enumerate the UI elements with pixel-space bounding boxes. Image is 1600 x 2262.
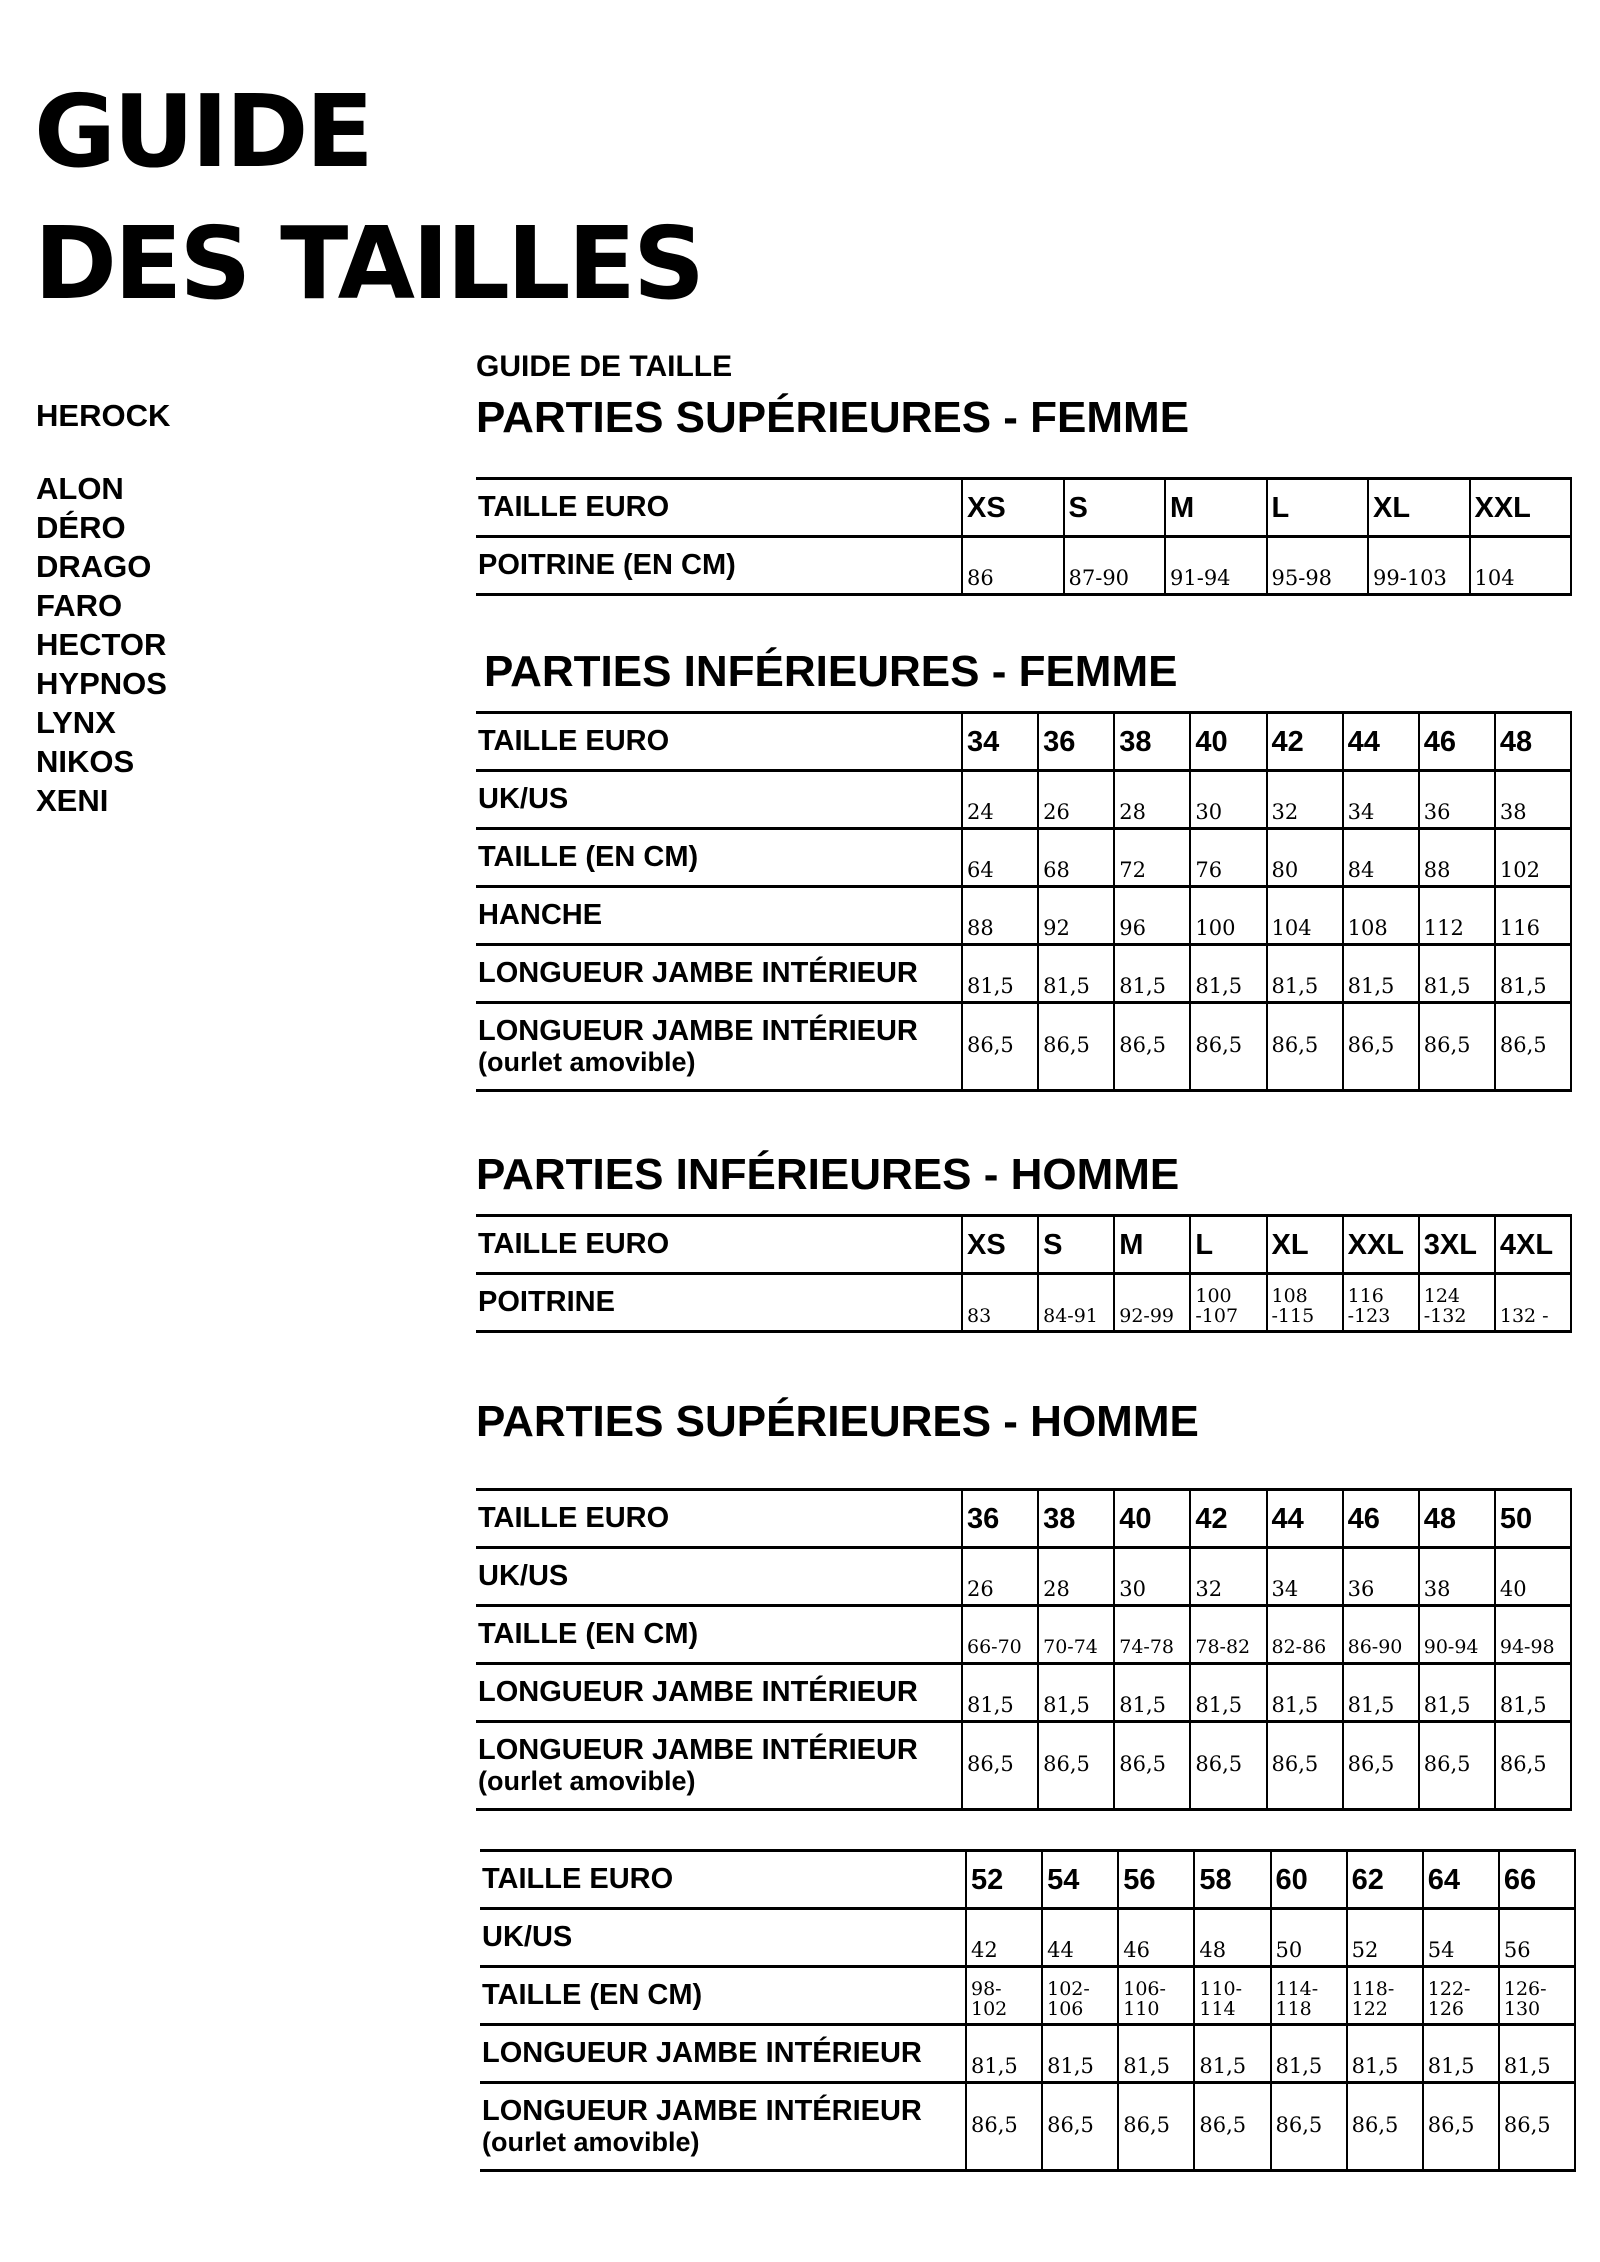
table-cell: 102- 106: [1042, 1967, 1118, 2025]
table-cell: 86,5: [1423, 2083, 1499, 2171]
table-row: [476, 1548, 1571, 1606]
table-cell: 44: [1267, 1490, 1343, 1548]
page-title-line1: GUIDE: [34, 73, 371, 190]
table-cell: 86,5: [1267, 1722, 1343, 1810]
table-cell: S: [1038, 1216, 1114, 1274]
table-cell: 81,5: [1042, 2025, 1118, 2083]
table-cell: 86,5: [1114, 1722, 1190, 1810]
table-row: [476, 713, 1571, 771]
section-title-inf-homme: PARTIES INFÉRIEURES - HOMME: [476, 1150, 1180, 1199]
table-cell: 76: [1190, 829, 1266, 887]
table-cell: 88: [962, 887, 1038, 945]
table-cell: 86-90: [1343, 1606, 1419, 1664]
table-cell: 60: [1271, 1851, 1347, 1909]
table-cell: 126- 130: [1499, 1967, 1575, 2025]
table-cell: 81,5: [1190, 1664, 1266, 1722]
table-cell: 42: [1267, 713, 1343, 771]
table-cell: 102: [1495, 829, 1571, 887]
table-cell: 81,5: [1423, 2025, 1499, 2083]
table-row: [476, 1003, 1571, 1091]
brand-item-xeni: XENI: [36, 783, 109, 818]
table-cell: 42: [966, 1909, 1042, 1967]
table-cell: 48: [1495, 713, 1571, 771]
table-cell: 81,5: [962, 945, 1038, 1003]
table-cell: 92-99: [1114, 1274, 1190, 1332]
table-cell: 80: [1267, 829, 1343, 887]
brand-item-alon: ALON: [36, 471, 124, 506]
table-cell: 86,5: [1271, 2083, 1347, 2171]
table-cell: 38: [1038, 1490, 1114, 1548]
table-cell: 68: [1038, 829, 1114, 887]
table-cell: 86,5: [1495, 1722, 1571, 1810]
table-row: [480, 2025, 1575, 2083]
table-cell: 81,5: [1343, 1664, 1419, 1722]
row-label-main: LONGUEUR JAMBE INTÉRIEUR: [478, 1733, 918, 1766]
table-cell: 36: [1038, 713, 1114, 771]
table-cell: 30: [1114, 1548, 1190, 1606]
table-cell: 106- 110: [1118, 1967, 1194, 2025]
table-cell: 64: [962, 829, 1038, 887]
table-cell: 81,5: [1194, 2025, 1270, 2083]
table-row: [476, 1274, 1571, 1332]
guide-label: GUIDE DE TAILLE: [476, 350, 733, 383]
table-cell: 112: [1419, 887, 1495, 945]
table-cell: 81,5: [966, 2025, 1042, 2083]
table-row: [476, 1490, 1571, 1548]
table-cell: 24: [962, 771, 1038, 829]
table-cell: 86,5: [1419, 1722, 1495, 1810]
table-cell: 46: [1118, 1909, 1194, 1967]
table-row: [476, 537, 1571, 595]
row-sublabel: (ourlet amovible): [478, 1046, 696, 1077]
table-cell: 81,5: [1495, 945, 1571, 1003]
table-cell: 96: [1114, 887, 1190, 945]
table-cell: 42: [1190, 1490, 1266, 1548]
table-cell: 54: [1423, 1909, 1499, 1967]
table-cell: 86,5: [1114, 1003, 1190, 1091]
table-cell: 48: [1419, 1490, 1495, 1548]
table-cell: 40: [1114, 1490, 1190, 1548]
size-table-inf-femme: [476, 711, 1572, 1092]
table-cell: 81,5: [1343, 945, 1419, 1003]
table-cell: 40: [1190, 713, 1266, 771]
section-title-sup-homme: PARTIES SUPÉRIEURES - HOMME: [476, 1397, 1199, 1446]
table-cell: 86,5: [1343, 1003, 1419, 1091]
table-cell: 86,5: [1190, 1722, 1266, 1810]
table-cell: 94-98: [1495, 1606, 1571, 1664]
table-cell: 74-78: [1114, 1606, 1190, 1664]
table-cell: 86,5: [1347, 2083, 1423, 2171]
brand-item-hypnos: HYPNOS: [36, 666, 167, 701]
table-cell: 98- 102: [966, 1967, 1042, 2025]
size-table-sup-homme: [476, 1488, 1572, 1811]
table-cell: 86,5: [966, 2083, 1042, 2171]
table-cell: 124 -132: [1419, 1274, 1495, 1332]
row-label: TAILLE (EN CM): [480, 1967, 966, 2025]
table-cell: L: [1190, 1216, 1266, 1274]
table-cell: 86,5: [1343, 1722, 1419, 1810]
table-cell: 34: [1343, 771, 1419, 829]
table-cell: 46: [1343, 1490, 1419, 1548]
row-label: LONGUEUR JAMBE INTÉRIEUR: [476, 1664, 962, 1722]
table-row: [480, 1967, 1575, 2025]
table-cell: 86,5: [1495, 1003, 1571, 1091]
table-row: [476, 1664, 1571, 1722]
table-cell: 86,5: [1038, 1003, 1114, 1091]
table-cell: 44: [1343, 713, 1419, 771]
table-cell: 48: [1194, 1909, 1270, 1967]
row-sublabel: (ourlet amovible): [478, 1765, 696, 1796]
brand-heading: HEROCK: [36, 398, 171, 433]
table-cell: M: [1165, 479, 1267, 537]
table-cell: 116 -123: [1343, 1274, 1419, 1332]
table-cell: XL: [1267, 1216, 1343, 1274]
table-cell: 100: [1190, 887, 1266, 945]
row-label: UK/US: [476, 1548, 962, 1606]
size-table-sup-homme-2: [480, 1849, 1576, 2172]
table-cell: 81,5: [1419, 945, 1495, 1003]
size-table-sup-femme: [476, 477, 1572, 596]
table-cell: 44: [1042, 1909, 1118, 1967]
section-title-sup-femme: PARTIES SUPÉRIEURES - FEMME: [476, 393, 1190, 442]
table-cell: 66-70: [962, 1606, 1038, 1664]
table-cell: 84: [1343, 829, 1419, 887]
section-title-inf-femme: PARTIES INFÉRIEURES - FEMME: [484, 647, 1178, 696]
table-cell: 56: [1118, 1851, 1194, 1909]
table-cell: 81,5: [1419, 1664, 1495, 1722]
table-cell: 86,5: [962, 1722, 1038, 1810]
table-cell: XL: [1368, 479, 1470, 537]
table-cell: 34: [1267, 1548, 1343, 1606]
row-sublabel: (ourlet amovible): [482, 2126, 700, 2157]
table-cell: 52: [966, 1851, 1042, 1909]
table-cell: 38: [1419, 1548, 1495, 1606]
table-cell: 62: [1347, 1851, 1423, 1909]
table-cell: 116: [1495, 887, 1571, 945]
table-row: [476, 1216, 1571, 1274]
table-cell: 30: [1190, 771, 1266, 829]
table-cell: S: [1064, 479, 1166, 537]
table-cell: 86,5: [1499, 2083, 1575, 2171]
brand-item-hector: HECTOR: [36, 627, 167, 662]
table-cell: 28: [1114, 771, 1190, 829]
table-cell: 86,5: [1042, 2083, 1118, 2171]
table-cell: 92: [1038, 887, 1114, 945]
row-label: LONGUEUR JAMBE INTÉRIEUR: [480, 2025, 966, 2083]
table-cell: 52: [1347, 1909, 1423, 1967]
table-cell: 26: [962, 1548, 1038, 1606]
table-cell: 72: [1114, 829, 1190, 887]
table-cell: 81,5: [1190, 945, 1266, 1003]
table-cell: 50: [1495, 1490, 1571, 1548]
table-cell: M: [1114, 1216, 1190, 1274]
table-cell: XXL: [1343, 1216, 1419, 1274]
table-cell: 99-103: [1368, 537, 1470, 595]
brand-item-dero: DÉRO: [36, 510, 126, 545]
table-row: [476, 829, 1571, 887]
row-label: [476, 1722, 962, 1810]
table-cell: 122- 126: [1423, 1967, 1499, 2025]
row-label: POITRINE: [476, 1274, 962, 1332]
table-cell: XS: [962, 1216, 1038, 1274]
table-cell: 83: [962, 1274, 1038, 1332]
table-cell: 54: [1042, 1851, 1118, 1909]
table-cell: 32: [1267, 771, 1343, 829]
row-label: [480, 2083, 966, 2171]
table-row: [476, 1606, 1571, 1664]
table-cell: 46: [1419, 713, 1495, 771]
table-cell: 4XL: [1495, 1216, 1571, 1274]
table-cell: 58: [1194, 1851, 1270, 1909]
table-cell: 36: [1343, 1548, 1419, 1606]
row-label: TAILLE EURO: [476, 479, 962, 537]
table-cell: 81,5: [962, 1664, 1038, 1722]
table-cell: 81,5: [1038, 945, 1114, 1003]
brand-item-faro: FARO: [36, 588, 123, 623]
row-label: TAILLE EURO: [476, 1216, 962, 1274]
table-row: [476, 1722, 1571, 1810]
table-cell: 86,5: [1419, 1003, 1495, 1091]
table-cell: 88: [1419, 829, 1495, 887]
row-label: UK/US: [480, 1909, 966, 1967]
page-title-line2: DES TAILLES: [34, 205, 702, 322]
table-cell: 86,5: [1038, 1722, 1114, 1810]
table-cell: 87-90: [1064, 537, 1166, 595]
table-cell: XXL: [1470, 479, 1572, 537]
brand-item-drago: DRAGO: [36, 549, 152, 584]
table-cell: 114- 118: [1271, 1967, 1347, 2025]
table-row: [476, 479, 1571, 537]
row-label-main: LONGUEUR JAMBE INTÉRIEUR: [482, 2094, 922, 2127]
table-row: [476, 945, 1571, 1003]
table-cell: 81,5: [1267, 1664, 1343, 1722]
row-label: LONGUEUR JAMBE INTÉRIEUR: [476, 945, 962, 1003]
table-cell: 86: [962, 537, 1064, 595]
table-cell: 81,5: [1118, 2025, 1194, 2083]
table-cell: 86,5: [1118, 2083, 1194, 2171]
table-cell: 86,5: [1194, 2083, 1270, 2171]
table-cell: 82-86: [1267, 1606, 1343, 1664]
table-row: [480, 1851, 1575, 1909]
table-cell: 50: [1271, 1909, 1347, 1967]
table-cell: 100 -107: [1190, 1274, 1266, 1332]
row-label: TAILLE (EN CM): [476, 829, 962, 887]
table-cell: 108: [1343, 887, 1419, 945]
table-cell: 86,5: [962, 1003, 1038, 1091]
table-cell: 108 -115: [1267, 1274, 1343, 1332]
table-cell: 38: [1495, 771, 1571, 829]
table-cell: XS: [962, 479, 1064, 537]
table-cell: 81,5: [1499, 2025, 1575, 2083]
table-cell: L: [1267, 479, 1369, 537]
table-cell: 66: [1499, 1851, 1575, 1909]
brand-item-nikos: NIKOS: [36, 744, 135, 779]
table-cell: 26: [1038, 771, 1114, 829]
table-cell: 40: [1495, 1548, 1571, 1606]
table-cell: 95-98: [1267, 537, 1369, 595]
table-cell: 90-94: [1419, 1606, 1495, 1664]
row-label: TAILLE EURO: [476, 713, 962, 771]
table-cell: 110- 114: [1194, 1967, 1270, 2025]
row-label: TAILLE EURO: [476, 1490, 962, 1548]
table-row: [476, 887, 1571, 945]
table-row: [480, 1909, 1575, 1967]
table-cell: 86,5: [1267, 1003, 1343, 1091]
table-cell: 81,5: [1271, 2025, 1347, 2083]
row-label: [476, 1003, 962, 1091]
table-cell: 84-91: [1038, 1274, 1114, 1332]
table-cell: 3XL: [1419, 1216, 1495, 1274]
table-cell: 104: [1267, 887, 1343, 945]
table-cell: 81,5: [1495, 1664, 1571, 1722]
table-cell: 81,5: [1114, 1664, 1190, 1722]
table-cell: 81,5: [1038, 1664, 1114, 1722]
row-label: UK/US: [476, 771, 962, 829]
row-label: HANCHE: [476, 887, 962, 945]
table-cell: 81,5: [1114, 945, 1190, 1003]
table-cell: 91-94: [1165, 537, 1267, 595]
table-cell: 78-82: [1190, 1606, 1266, 1664]
table-cell: 118- 122: [1347, 1967, 1423, 2025]
size-table-inf-homme: [476, 1214, 1572, 1333]
page-title: [34, 66, 702, 330]
row-label-main: LONGUEUR JAMBE INTÉRIEUR: [478, 1014, 918, 1047]
table-cell: 32: [1190, 1548, 1266, 1606]
table-cell: 81,5: [1267, 945, 1343, 1003]
table-cell: 104: [1470, 537, 1572, 595]
table-cell: 34: [962, 713, 1038, 771]
row-label: TAILLE (EN CM): [476, 1606, 962, 1664]
table-cell: 36: [1419, 771, 1495, 829]
table-cell: 86,5: [1190, 1003, 1266, 1091]
table-cell: 132 -: [1495, 1274, 1571, 1332]
table-cell: 38: [1114, 713, 1190, 771]
table-cell: 36: [962, 1490, 1038, 1548]
table-cell: 56: [1499, 1909, 1575, 1967]
row-label: TAILLE EURO: [480, 1851, 966, 1909]
table-row: [476, 771, 1571, 829]
row-label: POITRINE (EN CM): [476, 537, 962, 595]
brand-item-lynx: LYNX: [36, 705, 116, 740]
table-cell: 81,5: [1347, 2025, 1423, 2083]
table-cell: 70-74: [1038, 1606, 1114, 1664]
brand-list: [36, 396, 170, 820]
table-cell: 28: [1038, 1548, 1114, 1606]
table-cell: 64: [1423, 1851, 1499, 1909]
table-row: [480, 2083, 1575, 2171]
